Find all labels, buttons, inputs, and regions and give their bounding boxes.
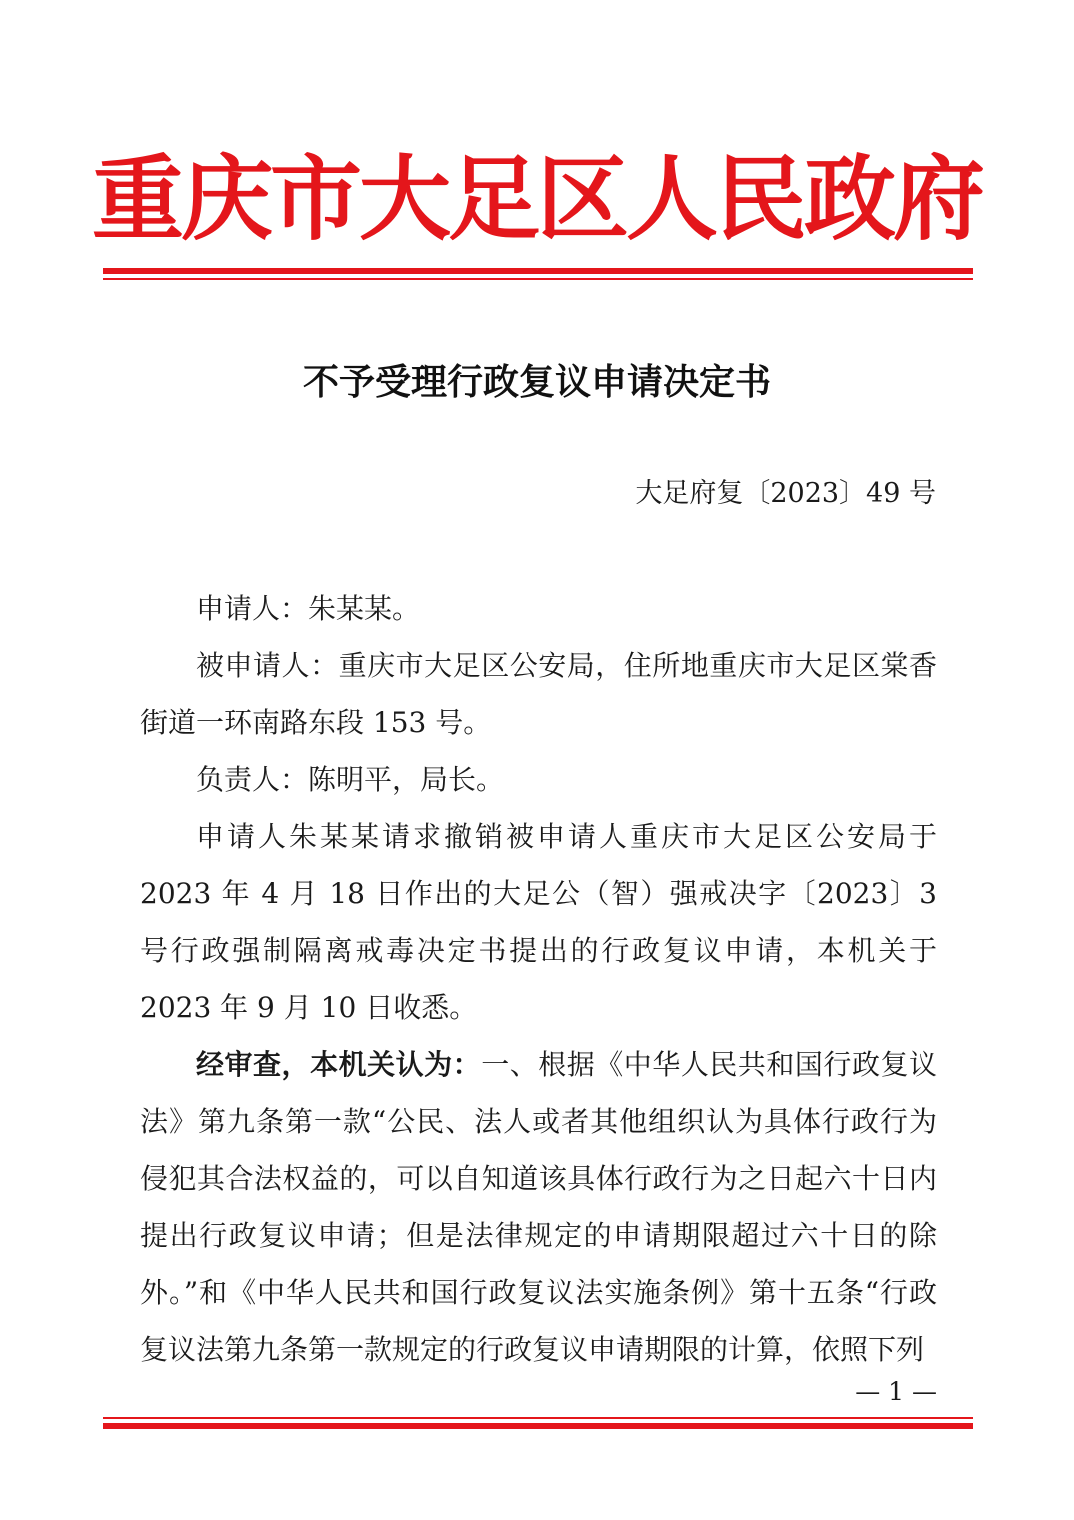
respondent-line: 被申请人：重庆市大足区公安局，住所地重庆市大足区棠香街道一环南路东段 153 号。 bbox=[140, 649, 937, 739]
review-paragraph bbox=[140, 1036, 937, 1378]
review-lead: 经审查，本机关认为： bbox=[196, 1048, 482, 1081]
review-text: 一、根据《中华人民共和国行政复议法》第九条第一款“公民、法人或者其他组织认为具体行政行为侵犯其合法权益的，可以自知道该具体行政行为之日起六十日内提出行政复议申请；但是法律规定的申请期限超过六十日的除外。”和《中华人民共和国行政复议法实施条例》第十五条“行政复议法第九条第一款规定的行政复议申请期限的计算，依照下列 bbox=[140, 1048, 937, 1366]
footer-rule-thick bbox=[103, 1423, 973, 1429]
footer-rule-thin bbox=[103, 1417, 973, 1419]
applicant-line: 申请人：朱某某。 bbox=[196, 592, 421, 625]
document-title: 不予受理行政复议申请决定书 bbox=[302, 362, 771, 403]
principal-line: 负责人：陈明平，局长。 bbox=[196, 763, 505, 796]
masthead-rule-thin bbox=[103, 278, 973, 280]
issuer-masthead: 重庆市大足区人民政府 bbox=[91, 146, 982, 253]
document-body bbox=[140, 580, 937, 1378]
page-number: — 1 — bbox=[855, 1377, 937, 1406]
document-number: 大足府复〔2023〕49 号 bbox=[635, 478, 936, 509]
request-paragraph: 申请人朱某某请求撤销被申请人重庆市大足区公安局于 2023 年 4 月 18 日作出的大足公（智）强戒决字〔2023〕3 号行政强制隔离戒毒决定书提出的行政复议申请，本机关于 2023 年 9 月 10 日收悉。 bbox=[140, 820, 937, 1024]
masthead-rule-thick bbox=[103, 268, 973, 274]
